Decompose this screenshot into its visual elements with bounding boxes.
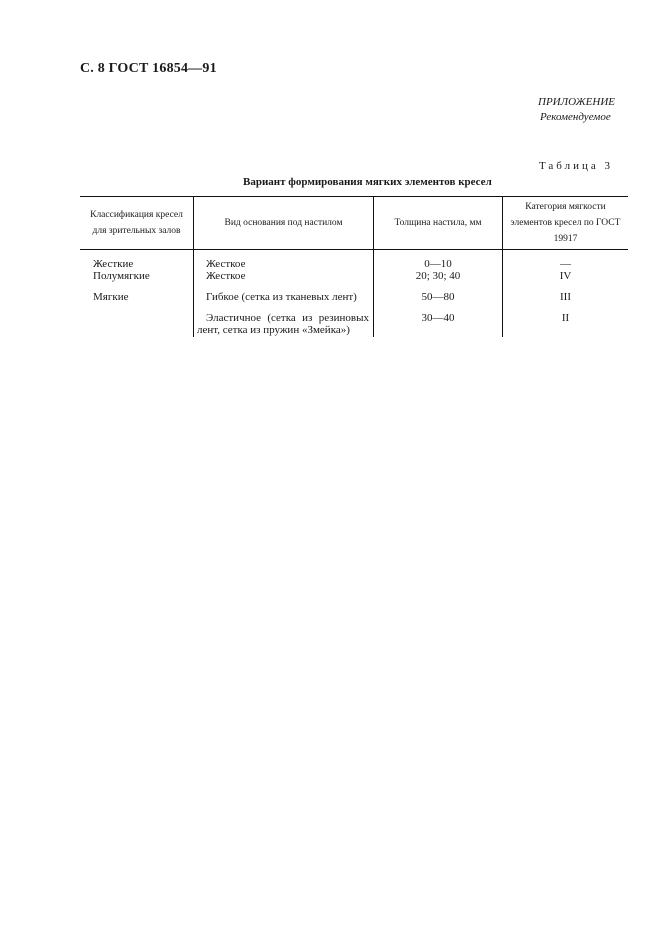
column-header-thickness: Толщина настила, мм [374,197,503,250]
cell-thickness: 30—40 [374,312,503,337]
cell-base: Гибкое (сетка из тканевых лент) [194,291,374,303]
appendix-title: ПРИЛОЖЕНИЕ [538,96,615,108]
page-header: С. 8 ГОСТ 16854—91 [80,61,217,76]
table-row [80,291,628,303]
cell-category: III [503,291,629,303]
cell-base [194,312,374,337]
table-header-row [80,197,628,250]
table-row [80,312,628,337]
cell-base: Жесткое [194,250,374,271]
cell-thickness: 0—10 [374,250,503,271]
softness-table [80,196,628,337]
table-number: Таблица 3 [538,160,613,172]
cell-category: IV [503,270,629,282]
cell-base: Жесткое [194,270,374,282]
column-header-category: Категория мягкости элементов кресел по ГОСТ 19917 [503,197,629,250]
table-row [80,250,628,271]
cell-thickness: 20; 30; 40 [374,270,503,282]
cell-category: — [503,250,629,271]
row-spacer [80,303,628,312]
cell-base-text: Эластичное (сетка из резиновых лент, сетка из пружин «Змейка») [197,312,369,336]
cell-classification [80,312,194,337]
table-row [80,270,628,282]
cell-classification: Жесткие [93,258,134,270]
table-title: Вариант формирования мягких элементов кресел [243,176,492,188]
column-header-classification: Классификация кресел для зрительных залов [80,197,194,250]
row-spacer [80,282,628,291]
column-header-base: Вид основания под настилом [194,197,374,250]
cell-classification: Полумягкие [93,270,150,282]
appendix-subtitle: Рекомендуемое [540,111,611,123]
appendix-block [538,95,615,125]
cell-classification: Мягкие [93,291,129,303]
cell-thickness: 50—80 [374,291,503,303]
cell-category: II [503,312,629,337]
